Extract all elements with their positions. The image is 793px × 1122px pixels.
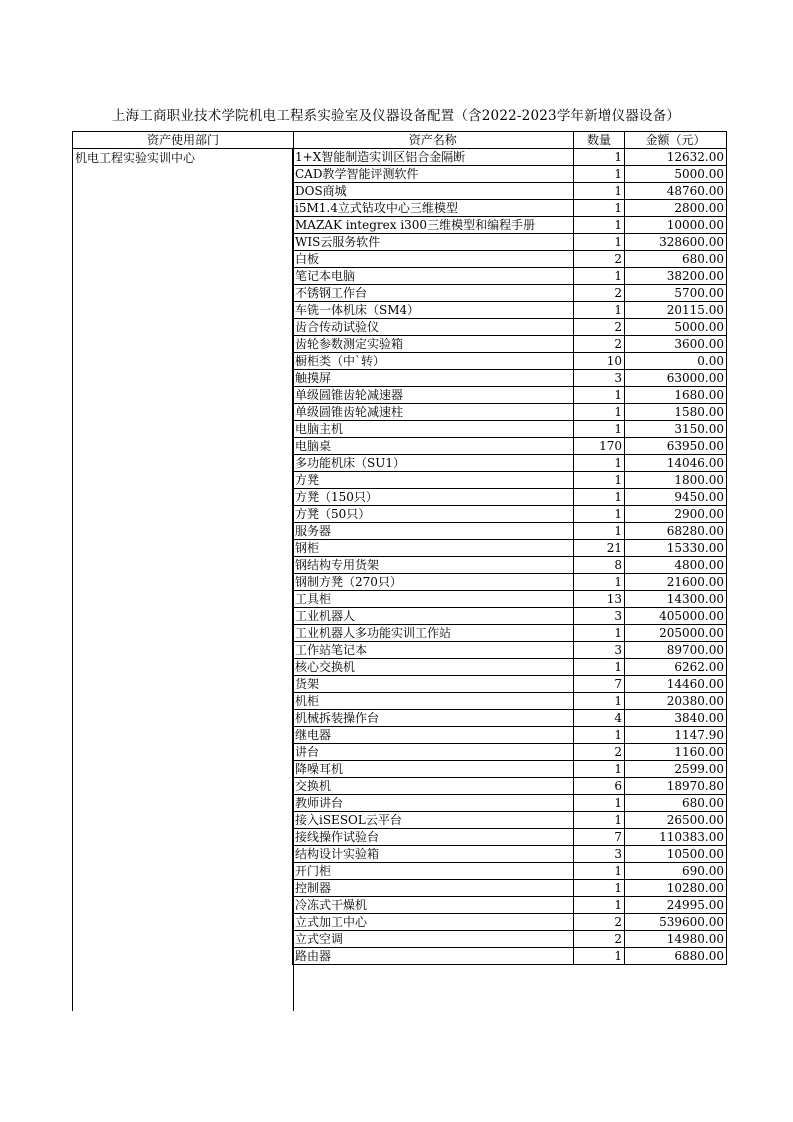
asset-name-cell: 核心交换机: [293, 659, 574, 676]
quantity-cell: 1: [574, 812, 625, 829]
amount-cell: 14300.00: [625, 591, 727, 608]
quantity-cell: 1: [574, 795, 625, 812]
quantity-cell: 2: [574, 285, 625, 302]
table-row: [293, 370, 727, 387]
table-row: [293, 744, 727, 761]
quantity-cell: 1: [574, 472, 625, 489]
table-row: [293, 472, 727, 489]
amount-cell: 1147.90: [625, 727, 727, 744]
asset-name-cell: 结构设计实验箱: [293, 846, 574, 863]
table-row: [293, 489, 727, 506]
amount-cell: 10000.00: [625, 217, 727, 234]
table-row: [293, 778, 727, 795]
amount-cell: 21600.00: [625, 574, 727, 591]
amount-cell: 63950.00: [625, 438, 727, 455]
amount-cell: 12632.00: [625, 149, 727, 166]
quantity-cell: 1: [574, 523, 625, 540]
amount-cell: 68280.00: [625, 523, 727, 540]
asset-name-cell: 路由器: [293, 948, 574, 965]
asset-name-cell: 工作站笔记本: [293, 642, 574, 659]
asset-name-cell: 工业机器人: [293, 608, 574, 625]
asset-name-cell: 齿合传动试验仪: [293, 319, 574, 336]
asset-name-cell: 教师讲台: [293, 795, 574, 812]
table-row: [293, 540, 727, 557]
asset-name-cell: 方凳（50只）: [293, 506, 574, 523]
asset-name-cell: 立式加工中心: [293, 914, 574, 931]
table-row: [293, 506, 727, 523]
amount-cell: 690.00: [625, 863, 727, 880]
table-row: [293, 149, 727, 166]
amount-cell: 110383.00: [625, 829, 727, 846]
amount-cell: 5700.00: [625, 285, 727, 302]
amount-cell: 0.00: [625, 353, 727, 370]
table-row: [293, 302, 727, 319]
quantity-cell: 1: [574, 625, 625, 642]
asset-name-cell: 工业机器人多功能实训工作站: [293, 625, 574, 642]
asset-name-cell: 控制器: [293, 880, 574, 897]
asset-name-cell: 方凳（150只）: [293, 489, 574, 506]
amount-cell: 5000.00: [625, 319, 727, 336]
amount-cell: 10500.00: [625, 846, 727, 863]
asset-name-cell: 立式空调: [293, 931, 574, 948]
quantity-cell: 1: [574, 421, 625, 438]
amount-cell: 14046.00: [625, 455, 727, 472]
table-row: [293, 574, 727, 591]
amount-cell: 2599.00: [625, 761, 727, 778]
quantity-cell: 1: [574, 727, 625, 744]
header-department: 资产使用部门: [73, 131, 293, 149]
quantity-cell: 6: [574, 778, 625, 795]
table-row: [293, 693, 727, 710]
quantity-cell: 1: [574, 217, 625, 234]
asset-name-cell: 单级圆锥齿轮减速柱: [293, 404, 574, 421]
table-row: [293, 319, 727, 336]
asset-name-cell: 服务器: [293, 523, 574, 540]
table-row: [293, 166, 727, 183]
quantity-cell: 1: [574, 404, 625, 421]
amount-cell: 63000.00: [625, 370, 727, 387]
table-row: [293, 897, 727, 914]
asset-name-cell: 方凳: [293, 472, 574, 489]
quantity-cell: 1: [574, 183, 625, 200]
table-row: [293, 676, 727, 693]
amount-cell: 6262.00: [625, 659, 727, 676]
amount-cell: 539600.00: [625, 914, 727, 931]
amount-cell: 26500.00: [625, 812, 727, 829]
quantity-cell: 2: [574, 336, 625, 353]
amount-cell: 2800.00: [625, 200, 727, 217]
table-row: [293, 404, 727, 421]
asset-name-cell: i5M1.4立式钻攻中心三维模型: [293, 200, 574, 217]
quantity-cell: 2: [574, 914, 625, 931]
table-header-row: [293, 132, 727, 149]
table-row: [293, 829, 727, 846]
amount-cell: 20380.00: [625, 693, 727, 710]
asset-name-cell: 车铣一体机床（SM4）: [293, 302, 574, 319]
amount-cell: 1680.00: [625, 387, 727, 404]
asset-name-cell: 机械拆装操作台: [293, 710, 574, 727]
table-row: [293, 863, 727, 880]
asset-name-cell: 白板: [293, 251, 574, 268]
quantity-cell: 1: [574, 897, 625, 914]
asset-name-cell: 不锈钢工作台: [293, 285, 574, 302]
amount-cell: 1800.00: [625, 472, 727, 489]
quantity-cell: 2: [574, 251, 625, 268]
table-row: [293, 591, 727, 608]
amount-cell: 15330.00: [625, 540, 727, 557]
asset-name-cell: 钢柜: [293, 540, 574, 557]
amount-cell: 18970.80: [625, 778, 727, 795]
quantity-cell: 1: [574, 200, 625, 217]
quantity-cell: 3: [574, 608, 625, 625]
table-row: [293, 183, 727, 200]
table-row: [293, 285, 727, 302]
amount-cell: 9450.00: [625, 489, 727, 506]
department-name: 机电工程实验实训中心: [75, 151, 196, 165]
amount-cell: 3600.00: [625, 336, 727, 353]
asset-name-cell: 电脑桌: [293, 438, 574, 455]
table-row: [293, 659, 727, 676]
asset-name-cell: 多功能机床（SU1）: [293, 455, 574, 472]
amount-cell: 680.00: [625, 795, 727, 812]
table-row: [293, 421, 727, 438]
amount-cell: 6880.00: [625, 948, 727, 965]
asset-name-cell: 冷冻式干燥机: [293, 897, 574, 914]
amount-cell: 20115.00: [625, 302, 727, 319]
asset-name-cell: 钢结构专用货架: [293, 557, 574, 574]
table-row: [293, 931, 727, 948]
amount-cell: 14460.00: [625, 676, 727, 693]
table-row: [293, 880, 727, 897]
asset-name-cell: CAD教学智能评测软件: [293, 166, 574, 183]
table-row: [293, 642, 727, 659]
table-row: [293, 387, 727, 404]
table-row: [293, 438, 727, 455]
quantity-cell: 1: [574, 234, 625, 251]
quantity-cell: 7: [574, 676, 625, 693]
quantity-cell: 1: [574, 659, 625, 676]
asset-name-cell: WIS云服务软件: [293, 234, 574, 251]
amount-cell: 328600.00: [625, 234, 727, 251]
asset-name-cell: 单级圆锥齿轮减速器: [293, 387, 574, 404]
quantity-cell: 1: [574, 166, 625, 183]
asset-name-cell: 齿轮参数测定实验箱: [293, 336, 574, 353]
amount-cell: 2900.00: [625, 506, 727, 523]
quantity-cell: 7: [574, 829, 625, 846]
table-row: [293, 625, 727, 642]
table-row: [293, 234, 727, 251]
quantity-cell: 1: [574, 489, 625, 506]
asset-name-cell: 讲台: [293, 744, 574, 761]
table-row: [293, 353, 727, 370]
table-row: [293, 761, 727, 778]
table-row: [293, 812, 727, 829]
asset-name-cell: 电脑主机: [293, 421, 574, 438]
page-title: 上海工商职业技术学院机电工程系实验室及仪器设备配置（含2022-2023学年新增仪器设备）: [111, 108, 681, 124]
table-row: [293, 608, 727, 625]
quantity-cell: 1: [574, 574, 625, 591]
header-amount: 金额（元）: [625, 132, 727, 149]
amount-cell: 38200.00: [625, 268, 727, 285]
quantity-cell: 1: [574, 149, 625, 166]
table-row: [293, 914, 727, 931]
asset-name-cell: 工具柜: [293, 591, 574, 608]
asset-name-cell: 机柜: [293, 693, 574, 710]
table-row: [293, 846, 727, 863]
header-quantity: 数量: [574, 132, 625, 149]
quantity-cell: 1: [574, 506, 625, 523]
asset-table: [292, 131, 727, 965]
table-row: [293, 336, 727, 353]
amount-cell: 680.00: [625, 251, 727, 268]
asset-name-cell: 货架: [293, 676, 574, 693]
amount-cell: 10280.00: [625, 880, 727, 897]
asset-name-cell: 触摸屏: [293, 370, 574, 387]
quantity-cell: 1: [574, 387, 625, 404]
table-row: [293, 251, 727, 268]
quantity-cell: 21: [574, 540, 625, 557]
asset-name-cell: 橱柜类（中`转）: [293, 353, 574, 370]
amount-cell: 24995.00: [625, 897, 727, 914]
quantity-cell: 10: [574, 353, 625, 370]
asset-name-cell: 接线操作试验台: [293, 829, 574, 846]
asset-name-cell: DOS商城: [293, 183, 574, 200]
amount-cell: 3840.00: [625, 710, 727, 727]
table-row: [293, 948, 727, 965]
table-row: [293, 200, 727, 217]
table-row: [293, 710, 727, 727]
quantity-cell: 8: [574, 557, 625, 574]
quantity-cell: 1: [574, 455, 625, 472]
table-row: [293, 455, 727, 472]
table-row: [293, 217, 727, 234]
quantity-cell: 170: [574, 438, 625, 455]
asset-name-cell: 接入iSESOL云平台: [293, 812, 574, 829]
quantity-cell: 2: [574, 744, 625, 761]
quantity-cell: 1: [574, 761, 625, 778]
quantity-cell: 13: [574, 591, 625, 608]
amount-cell: 3150.00: [625, 421, 727, 438]
quantity-cell: 1: [574, 863, 625, 880]
table-row: [293, 557, 727, 574]
table-row: [293, 727, 727, 744]
asset-name-cell: 1+X智能制造实训区铝合金隔断: [293, 149, 574, 166]
quantity-cell: 1: [574, 948, 625, 965]
amount-cell: 4800.00: [625, 557, 727, 574]
amount-cell: 14980.00: [625, 931, 727, 948]
amount-cell: 1160.00: [625, 744, 727, 761]
amount-cell: 48760.00: [625, 183, 727, 200]
table-row: [293, 268, 727, 285]
amount-cell: 405000.00: [625, 608, 727, 625]
quantity-cell: 3: [574, 846, 625, 863]
quantity-cell: 1: [574, 302, 625, 319]
quantity-cell: 4: [574, 710, 625, 727]
quantity-cell: 1: [574, 880, 625, 897]
asset-name-cell: MAZAK integrex i300三维模型和编程手册: [293, 217, 574, 234]
quantity-cell: 1: [574, 693, 625, 710]
quantity-cell: 1: [574, 268, 625, 285]
quantity-cell: 2: [574, 931, 625, 948]
amount-cell: 89700.00: [625, 642, 727, 659]
quantity-cell: 2: [574, 319, 625, 336]
table-row: [293, 795, 727, 812]
asset-name-cell: 继电器: [293, 727, 574, 744]
asset-name-cell: 降噪耳机: [293, 761, 574, 778]
amount-cell: 205000.00: [625, 625, 727, 642]
asset-name-cell: 钢制方凳（270只）: [293, 574, 574, 591]
asset-name-cell: 交换机: [293, 778, 574, 795]
amount-cell: 1580.00: [625, 404, 727, 421]
quantity-cell: 3: [574, 370, 625, 387]
header-asset-name: 资产名称: [293, 132, 574, 149]
department-column: [72, 131, 294, 1011]
asset-name-cell: 开门柜: [293, 863, 574, 880]
quantity-cell: 3: [574, 642, 625, 659]
table-row: [293, 523, 727, 540]
amount-cell: 5000.00: [625, 166, 727, 183]
asset-name-cell: 笔记本电脑: [293, 268, 574, 285]
